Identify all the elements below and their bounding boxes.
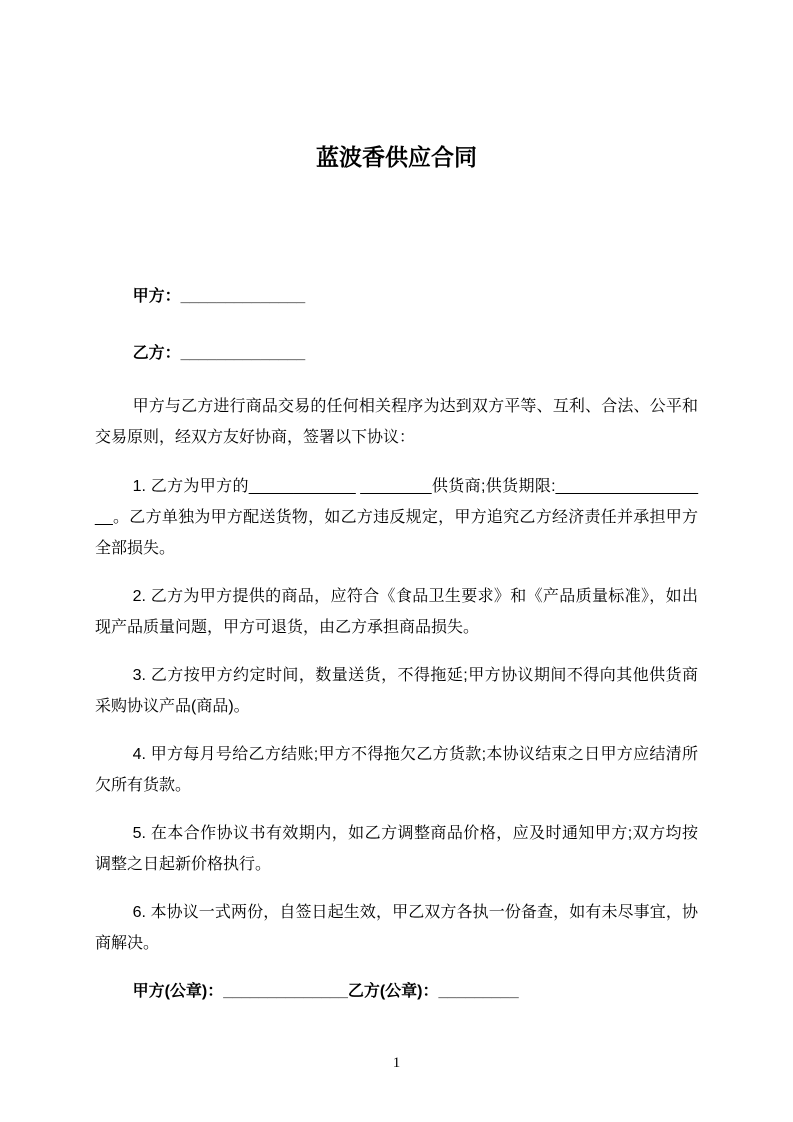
- preamble-paragraph: 甲方与乙方进行商品交易的任何相关程序为达到双方平等、互利、合法、公平和交易原则，经双方友好协商，签署以下协议：: [95, 398, 698, 446]
- signature-party-a-label: 甲方(公章)：: [132, 983, 224, 1000]
- signature-party-a-blank: ______________: [223, 983, 348, 1000]
- clause-3: 3. 乙方按甲方约定时间，数量送货，不得拖延;甲方协议期间不得向其他供货商采购协议产品(商品)。: [95, 667, 698, 715]
- signature-party-b-blank: _________: [438, 983, 519, 1000]
- clause-2: 2. 乙方为甲方提供的商品，应符合《食品卫生要求》和《产品质量标准》，如出现产品质量问题，甲方可退货，由乙方承担商品损失。: [95, 588, 698, 636]
- party-b-blank: ______________: [180, 345, 306, 362]
- signature-line: [95, 976, 698, 1007]
- clause-4: 4. 甲方每月号给乙方结账;甲方不得拖欠乙方货款;本协议结束之日甲方应结清所欠所有货款。: [95, 746, 698, 794]
- page-number: 1: [392, 1055, 401, 1071]
- clause-1: 1. 乙方为甲方的____________ ________供货商;供货期限:________________ __。乙方单独为甲方配送货物，如乙方违反规定，甲方追究乙方经济责任并承担甲方全部损失。: [95, 478, 698, 557]
- document-title: 蓝波香供应合同: [316, 144, 477, 170]
- party-b-label: 乙方：: [132, 345, 181, 362]
- clause-6: 6. 本协议一式两份，自签日起生效，甲乙双方各执一份备查，如有未尽事宜，协商解决。: [95, 904, 698, 952]
- clause-5: 5. 在本合作协议书有效期内，如乙方调整商品价格，应及时通知甲方;双方均按调整之日起新价格执行。: [95, 825, 698, 873]
- party-a-line: [95, 281, 698, 312]
- party-a-blank: ______________: [180, 288, 306, 305]
- party-a-label: 甲方：: [132, 288, 181, 305]
- party-b-line: [95, 338, 698, 369]
- signature-party-b-label: 乙方(公章)：: [347, 983, 439, 1000]
